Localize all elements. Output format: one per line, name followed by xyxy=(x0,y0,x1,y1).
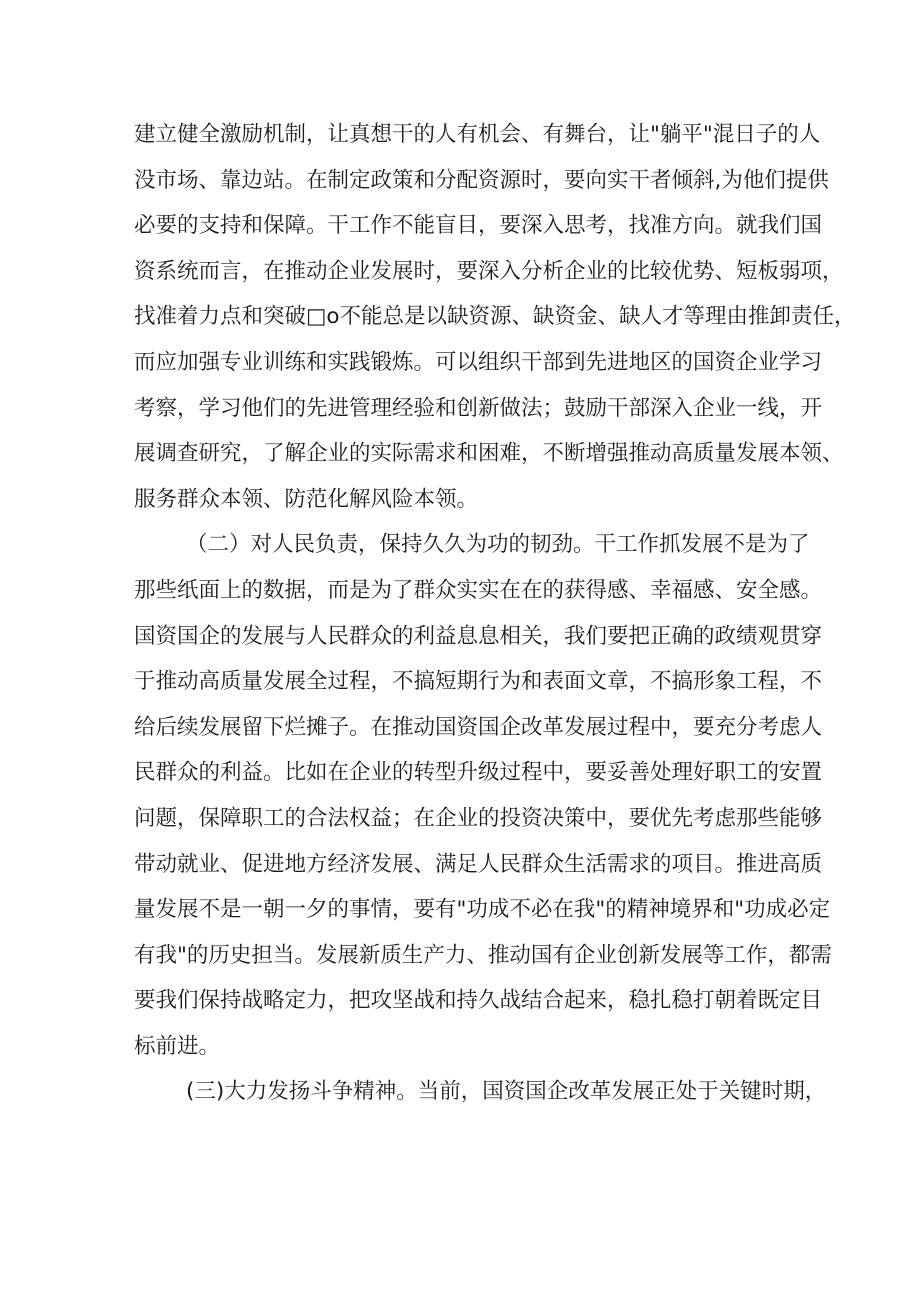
text-line: 带动就业、促进地方经济发展、满足人民群众生活需求的项目。推进高质 xyxy=(134,851,823,877)
text-line: 展调查研究，了解企业的实际需求和困难，不断增强推动高质量发展本领、 xyxy=(134,441,844,467)
text-line: 民群众的利益。比如在企业的转型升级过程中，要妥善处理好职工的安置 xyxy=(134,760,823,786)
text-line: 要我们保持战略定力，把攻坚战和持久战结合起来，稳扎稳打朝着既定目 xyxy=(134,988,823,1014)
text-line: 资系统而言，在推动企业发展时，要深入分析企业的比较优势、短板弱项， xyxy=(134,258,844,284)
text-line: 找准着力点和突破□o不能总是以缺资源、缺资金、缺人才等理由推卸责任， xyxy=(134,304,856,330)
text-line: 服务群众本领、防范化解风险本领。 xyxy=(134,486,479,512)
text-line: 而应加强专业训练和实践锻炼。可以组织干部到先进地区的国资企业学习 xyxy=(134,349,823,375)
text-line: 有我"的历史担当。发展新质生产力、推动国有企业创新发展等工作，都需 xyxy=(134,942,832,968)
paragraph-section-three xyxy=(134,1069,827,1115)
section-heading-line: (三)大力发扬斗争精神。当前，国资国企改革发展正处于关键时期， xyxy=(186,1079,827,1105)
text-line: 量发展不是一朝一夕的事情，要有"功成不必在我"的精神境界和"功成必定 xyxy=(134,897,831,923)
text-line: 问题，保障职工的合法权益；在企业的投资决策中，要优先考虑那些能够 xyxy=(134,805,823,831)
text-line: 必要的支持和保障。干工作不能盲目，要深入思考，找准方向。就我们国 xyxy=(134,213,823,239)
text-line: 考察，学习他们的先进管理经验和创新做法；鼓励干部深入企业一线，开 xyxy=(134,395,823,421)
text-line: 给后续发展留下烂摊子。在推动国资国企改革发展过程中，要充分考虑人 xyxy=(134,714,823,740)
text-line: 那些纸面上的数据，而是为了群众实实在在的获得感、幸福感、安全感。 xyxy=(134,577,823,603)
text-line: 建立健全激励机制，让真想干的人有机会、有舞台，让"躺平"混日子的人 xyxy=(134,122,821,147)
paragraph-incentive-mechanism xyxy=(134,112,856,522)
document-body xyxy=(134,112,856,1115)
text-line: 没市场、靠边站。在制定政策和分配资源时，要向实干者倾斜,为他们提供 xyxy=(134,167,829,193)
text-line: 于推动高质量发展全过程，不搞短期行为和表面文章，不搞形象工程，不 xyxy=(134,669,823,695)
paragraph-section-two xyxy=(134,522,832,1069)
section-heading-line: （二）对人民负责，保持久久为功的韧劲。干工作抓发展不是为了 xyxy=(186,532,810,558)
text-line: 国资国企的发展与人民群众的利益息息相关，我们要把正确的政绩观贯穿 xyxy=(134,623,823,649)
text-line: 标前进。 xyxy=(134,1033,221,1059)
